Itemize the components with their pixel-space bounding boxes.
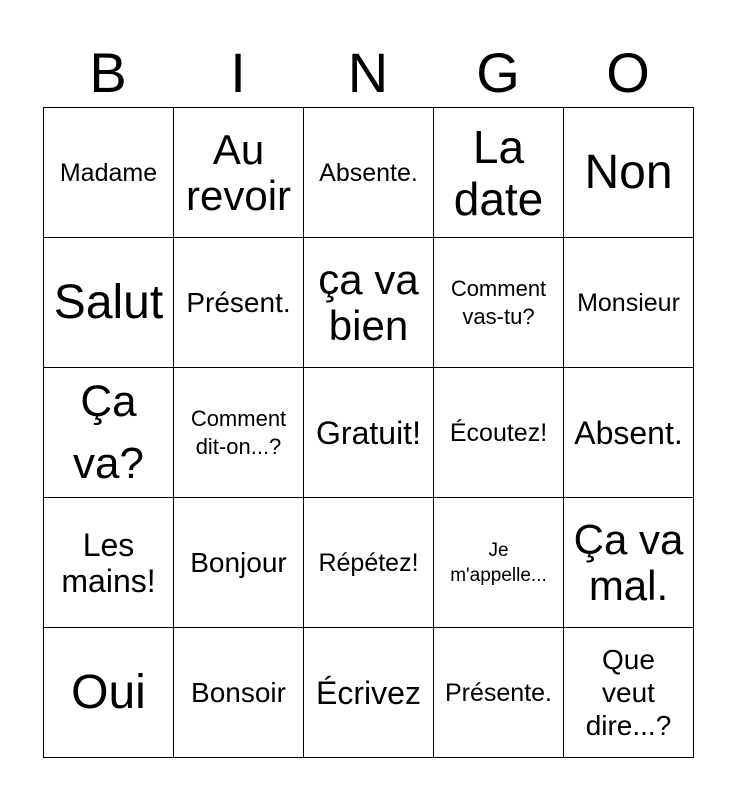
- bingo-cell[interactable]: [564, 498, 694, 628]
- bingo-cell[interactable]: [174, 368, 304, 498]
- bingo-cell[interactable]: [174, 498, 304, 628]
- cell-text: Oui: [71, 665, 146, 719]
- bingo-cell[interactable]: [304, 108, 434, 238]
- cell-text: Comment dit-on...?: [190, 405, 287, 459]
- bingo-cell[interactable]: [304, 628, 434, 758]
- cell-text: Ça va mal.: [573, 515, 684, 609]
- cell-text: Bonjour: [190, 547, 287, 578]
- header-letter-i: I: [230, 41, 246, 104]
- cell-text: Absent.: [574, 414, 683, 451]
- header-letter-n: N: [347, 41, 389, 104]
- bingo-cell[interactable]: [174, 238, 304, 368]
- bingo-cell[interactable]: [434, 108, 564, 238]
- bingo-board: [43, 107, 694, 758]
- cell-text: Écrivez: [316, 674, 421, 711]
- bingo-cell[interactable]: [564, 108, 694, 238]
- cell-text: Répétez!: [318, 548, 419, 577]
- bingo-cell[interactable]: [434, 368, 564, 498]
- bingo-cell[interactable]: [434, 628, 564, 758]
- bingo-cell[interactable]: [564, 238, 694, 368]
- bingo-cell[interactable]: [304, 238, 434, 368]
- header-letter-o: O: [606, 41, 650, 104]
- bingo-cell[interactable]: [44, 238, 174, 368]
- bingo-cell[interactable]: [44, 108, 174, 238]
- bingo-cell[interactable]: [304, 498, 434, 628]
- bingo-cell[interactable]: [174, 628, 304, 758]
- cell-text: Au revoir: [185, 125, 292, 219]
- cell-text: La date: [453, 120, 544, 225]
- bingo-cell[interactable]: [564, 628, 694, 758]
- cell-text: Que veut dire...?: [585, 644, 672, 741]
- cell-text: Non: [584, 145, 673, 199]
- cell-text: Les mains!: [61, 526, 156, 599]
- header-letter-b: B: [89, 41, 127, 104]
- bingo-cell[interactable]: [434, 498, 564, 628]
- bingo-cell[interactable]: [304, 368, 434, 498]
- cell-text: Bonsoir: [191, 677, 286, 708]
- cell-text: Écoutez!: [449, 418, 548, 447]
- bingo-cell[interactable]: [44, 628, 174, 758]
- cell-text: Présent.: [186, 287, 291, 318]
- bingo-cell[interactable]: [44, 368, 174, 498]
- cell-text: Présente.: [444, 678, 552, 707]
- cell-text: Gratuit!: [316, 414, 421, 451]
- cell-text: ça va bien: [318, 255, 419, 349]
- cell-text: Je m'appelle...: [450, 539, 547, 586]
- cell-text: Madame: [59, 158, 158, 187]
- bingo-cell[interactable]: [434, 238, 564, 368]
- cell-text: Monsieur: [577, 288, 680, 317]
- cell-text: Comment vas-tu?: [450, 275, 547, 329]
- bingo-cell[interactable]: [174, 108, 304, 238]
- cell-text: Absente.: [319, 158, 418, 187]
- bingo-header: [43, 40, 693, 106]
- cell-text: Salut: [53, 275, 164, 329]
- cell-text: Ça va?: [73, 376, 144, 488]
- header-letter-g: G: [476, 41, 520, 104]
- bingo-cell[interactable]: [44, 498, 174, 628]
- bingo-cell[interactable]: [564, 368, 694, 498]
